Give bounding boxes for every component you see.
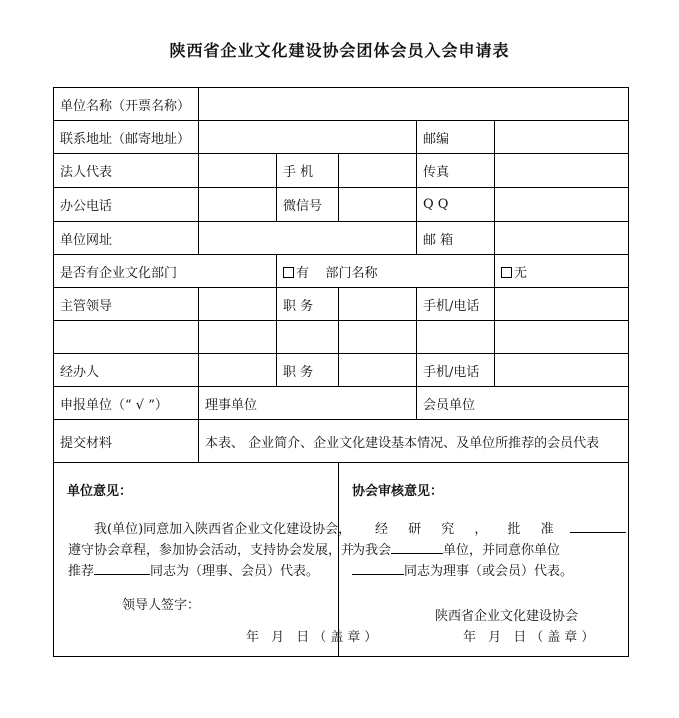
row-leader-extra (54, 321, 629, 354)
fax-field[interactable] (495, 154, 629, 188)
culture-dept-yes-cell (277, 255, 495, 288)
unit-opinion-line2: 遵守协会章程，参加协会活动，支持协会发展，并 (68, 543, 355, 558)
apply-unit-label: 申报单位（“ √ ”） (54, 387, 199, 420)
unit-opinion-line3 (68, 560, 319, 579)
leader-field[interactable] (199, 288, 277, 321)
council-unit-option[interactable]: 理事单位 (199, 387, 417, 420)
row-website (54, 222, 629, 255)
website-field[interactable] (199, 222, 417, 255)
mobile-field[interactable] (339, 154, 417, 188)
member-prefix: 为我会 (352, 543, 392, 558)
leader-phone-label: 手机/电话 (417, 288, 495, 321)
culture-dept-no-cell (495, 255, 629, 288)
extra-cell-4[interactable] (339, 321, 417, 354)
recommend-prefix: 推荐 (68, 564, 95, 579)
handler-phone-label: 手机/电话 (417, 354, 495, 387)
recommend-name-blank[interactable] (94, 562, 150, 575)
handler-field[interactable] (199, 354, 277, 387)
assoc-date-stamp: 年 月 日（盖章） (463, 630, 599, 645)
leader-sign-label: 领导人签字： (122, 598, 201, 613)
rep-text: 同志为理事（或会员）代表。 (404, 564, 574, 579)
row-leader (54, 288, 629, 321)
extra-cell-6[interactable] (495, 321, 629, 354)
extra-cell-2[interactable] (199, 321, 277, 354)
assoc-opinion-cell (339, 463, 629, 657)
materials-label: 提交材料 (54, 420, 199, 463)
legal-rep-label: 法人代表 (54, 154, 199, 188)
fax-label: 传真 (417, 154, 495, 188)
postcode-field[interactable] (495, 121, 629, 154)
mobile-label: 手 机 (277, 154, 339, 188)
address-label: 联系地址（邮寄地址） (54, 121, 199, 154)
row-culture-dept (54, 255, 629, 288)
qq-label: Q Q (417, 188, 495, 222)
row-company-name (54, 88, 629, 121)
leader-phone-field[interactable] (495, 288, 629, 321)
row-legal-rep (54, 154, 629, 188)
qq-field[interactable] (495, 188, 629, 222)
wechat-label: 微信号 (277, 188, 339, 222)
member-type-blank[interactable] (391, 541, 443, 554)
yes-checkbox[interactable] (283, 267, 294, 278)
no-checkbox[interactable] (501, 267, 512, 278)
email-label: 邮 箱 (417, 222, 495, 255)
recommend-suffix: 同志为（理事、会员）代表。 (150, 564, 320, 579)
handler-position-field[interactable] (339, 354, 417, 387)
member-unit-option[interactable]: 会员单位 (417, 387, 629, 420)
wechat-field[interactable] (339, 188, 417, 222)
yes-label: 有 (296, 265, 310, 281)
leader-position-label: 职 务 (277, 288, 339, 321)
assoc-org-name: 陕西省企业文化建设协会 (435, 609, 579, 624)
dept-name-label: 部门名称 (325, 265, 378, 281)
assoc-opinion-line3 (352, 560, 573, 579)
office-phone-label: 办公电话 (54, 188, 199, 222)
approve-text: 经 研 究 ， 批 准 (375, 522, 562, 537)
company-name-field[interactable] (199, 88, 629, 121)
leader-label: 主管领导 (54, 288, 199, 321)
materials-desc: 本表、 企业简介、企业文化建设基本情况、及单位所推荐的会员代表 (199, 420, 629, 463)
company-name-label: 单位名称（开票名称） (54, 88, 199, 121)
application-form (53, 87, 629, 657)
row-handler (54, 354, 629, 387)
row-opinions (54, 463, 629, 657)
assoc-opinion-line1 (375, 518, 626, 537)
approve-blank[interactable] (570, 520, 626, 533)
form-title: 陕西省企业文化建设协会团体会员入会申请表 (169, 41, 510, 60)
row-address (54, 121, 629, 154)
handler-phone-field[interactable] (495, 354, 629, 387)
email-field[interactable] (495, 222, 629, 255)
website-label: 单位网址 (54, 222, 199, 255)
unit-opinion-line1: 我(单位)同意加入陕西省企业文化建设协会， (94, 522, 352, 537)
rep-name-blank[interactable] (352, 562, 404, 575)
address-field[interactable] (199, 121, 417, 154)
legal-rep-field[interactable] (199, 154, 277, 188)
row-materials (54, 420, 629, 463)
row-apply-unit (54, 387, 629, 420)
culture-dept-question: 是否有企业文化部门 (54, 255, 277, 288)
no-label: 无 (514, 265, 528, 281)
unit-date-stamp: 年 月 日（盖章） (246, 630, 382, 645)
handler-position-label: 职 务 (277, 354, 339, 387)
office-phone-field[interactable] (199, 188, 277, 222)
extra-cell-5 (417, 321, 495, 354)
assoc-opinion-line2 (352, 539, 560, 558)
member-suffix: 单位，并同意你单位 (443, 543, 561, 558)
extra-cell-1 (54, 321, 199, 354)
handler-label: 经办人 (54, 354, 199, 387)
extra-cell-3 (277, 321, 339, 354)
unit-opinion-heading: 单位意见： (67, 484, 133, 499)
postcode-label: 邮编 (417, 121, 495, 154)
assoc-opinion-heading: 协会审核意见： (352, 484, 444, 499)
leader-position-field[interactable] (339, 288, 417, 321)
row-office-phone (54, 188, 629, 222)
